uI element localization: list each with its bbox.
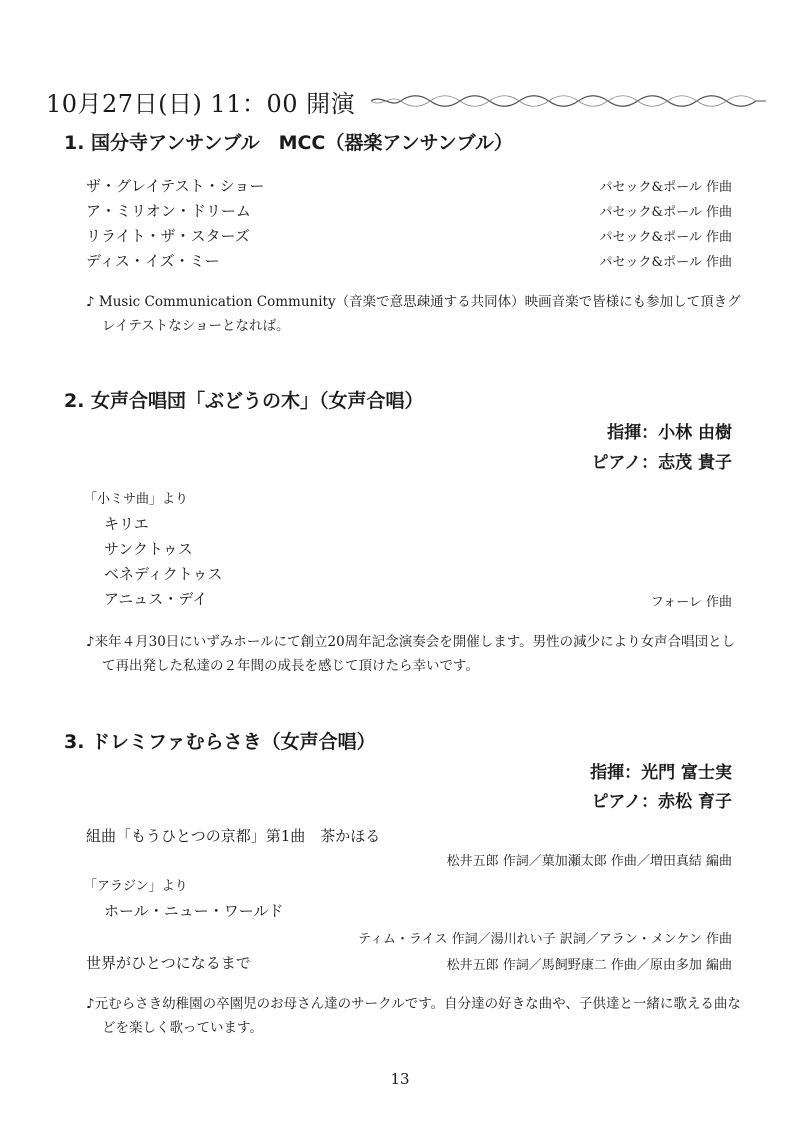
movement-title: アニュス・デイ [104,590,208,608]
section-2-note: ♪来年４月30日にいずみホールにて創立20周年記念演奏会を開催します。男性の減少により女声合唱団として再出発した私達の２年間の成長を感じて頂けたら幸いです。 [86,634,736,674]
section-3-pianist: ピアノ：赤松 育子 [591,792,732,812]
work-label: 「アラジン」より [84,879,188,894]
song-title: リライト・ザ・スターズ [86,226,250,245]
song-credit: ティム・ライス 作詞／湯川れい子 訳詞／アラン・メンケン 作曲 [358,932,732,947]
concert-date-time: 10月27日(日) 11：00 開演 [46,89,356,118]
song-title: ホール・ニュー・ワールド [104,902,284,920]
song-row [86,248,732,272]
ornament-divider [371,94,766,108]
section-2-conductor: 指揮：小林 由樹 [607,423,732,443]
song-row [86,173,732,197]
section-3-title: 3. ドレミファむらさき（女声合唱） [64,731,376,753]
section-1-title: 1. 国分寺アンサンブル MCC（器楽アンサンブル） [64,132,513,154]
song-title: ア・ミリオン・ドリーム [86,201,251,220]
movement-title: サンクトゥス [104,540,193,558]
song-row [86,223,732,247]
movement-title: キリエ [104,515,149,533]
song-title: ディス・イズ・ミー [86,251,220,270]
movement-title: ベネディクトゥス [104,565,223,583]
program-header [46,84,766,118]
song-row [86,198,732,222]
section-3-note: ♪元むらさき幼稚園の卒園児のお母さん達のサークルです。自分達の好きな曲や、子供達と一緒に歌える曲などを楽しく歌っています。 [86,996,741,1036]
song-credit: 松井五郎 作詞／菓加瀬太郎 作曲／増田真結 編曲 [446,854,732,869]
song-credit: 松井五郎 作詞／馬飼野康二 作曲／原由多加 編曲 [446,958,732,973]
section-2-composer: フォーレ 作曲 [650,595,732,610]
section-1-note: ♪ Music Communication Community（音楽で意思疎通する共同体）映画音楽で皆様にも参加して頂きグレイテストなショーとなれば。 [86,294,741,334]
section-2-pianist: ピアノ：志茂 貴子 [591,453,732,473]
song-title: ザ・グレイテスト・ショー [86,176,265,195]
work-label: 「小ミサ曲」より [84,492,189,507]
song-composer: パセック&ポール 作曲 [599,254,732,270]
song-title: 組曲「もうひとつの京都」第1曲 茶かほる [86,827,381,845]
song-title: 世界がひとつになるまで [86,954,251,972]
section-2-title: 2. 女声合唱団「ぶどうの木」（女声合唱） [64,390,424,412]
page-number: 13 [390,1070,410,1088]
song-composer: パセック&ポール 作曲 [599,179,732,195]
section-3-conductor: 指揮：光門 富士実 [590,763,732,783]
song-composer: パセック&ポール 作曲 [599,204,732,220]
song-composer: パセック&ポール 作曲 [599,229,732,245]
